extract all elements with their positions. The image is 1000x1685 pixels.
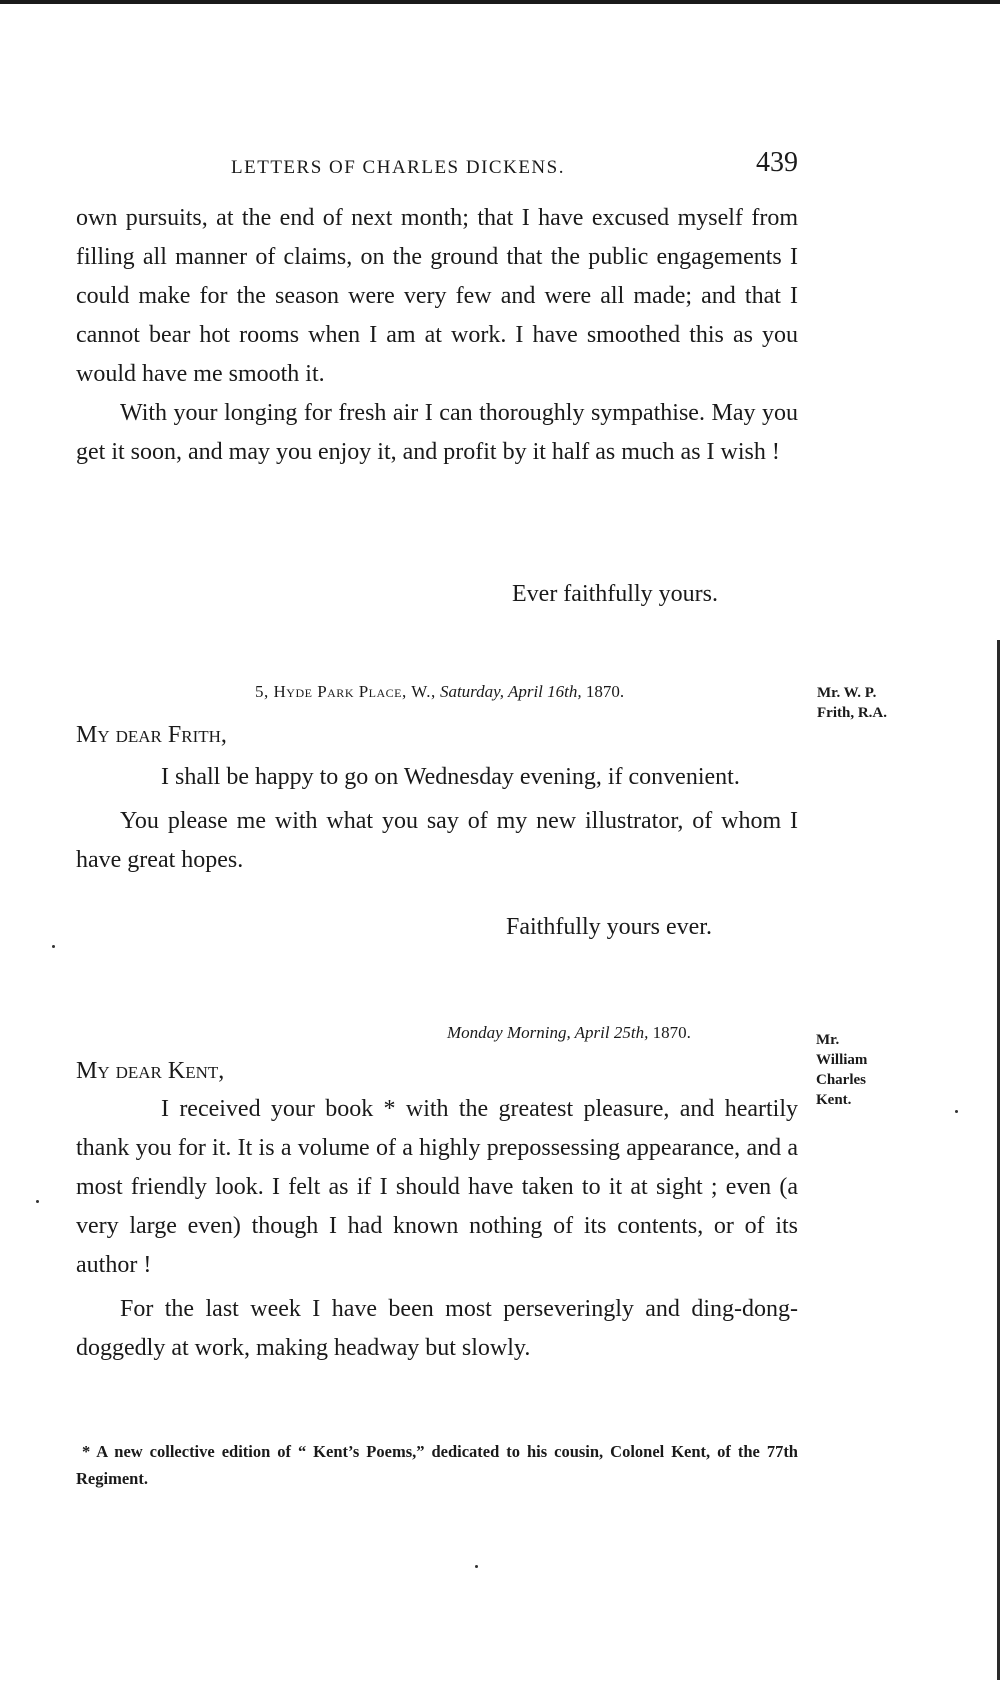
scan-speck <box>475 1565 478 1568</box>
footnote: * A new collective edition of “ Kent’s Poems,” dedicated to his cousin, Colonel Kent, of the 77th Regiment. <box>76 1442 798 1488</box>
kent-dateline <box>447 1023 691 1043</box>
frith-note-line-1: Mr. W. P. <box>817 685 877 701</box>
scan-speck <box>36 1200 39 1203</box>
kent-recipient-note <box>816 1030 867 1110</box>
running-head: LETTERS OF CHARLES DICKENS. <box>231 157 565 178</box>
frith-salutation: My dear Frith, <box>76 722 227 748</box>
frith-date-day: 16th, <box>547 682 582 701</box>
kent-date-year: 1870. <box>652 1023 691 1042</box>
scan-speck <box>52 945 55 948</box>
continuation-paragraph-1: own pursuits, at the end of next month; that I have excused myself from filling all manner of claims, on the ground that the public engagements I could make for the season were very few and were all made; and that I cannot bear hot rooms when I am at work. I have smoothed this as you would have me smooth it. <box>76 205 798 387</box>
kent-note-line-3: Charles <box>816 1072 866 1088</box>
frith-recipient-note <box>817 683 887 723</box>
frith-address: 5, Hyde Park Place, W., <box>255 682 436 701</box>
kent-note-line-2: William <box>816 1052 868 1068</box>
kent-note-line-1: Mr. <box>816 1032 840 1048</box>
page-number: 439 <box>756 147 798 178</box>
continuation-signoff: Ever faithfully yours. <box>512 581 718 607</box>
kent-date-day: 25th, <box>613 1023 649 1042</box>
frith-signoff: Faithfully yours ever. <box>506 914 712 940</box>
frith-date-year: 1870. <box>585 682 625 701</box>
scan-speck <box>955 1110 958 1113</box>
page-header <box>76 145 798 189</box>
frith-paragraph-2: You please me with what you say of my new illustrator, of whom I have great hopes. <box>76 808 798 873</box>
frith-body <box>76 758 798 880</box>
frith-note-line-2: Frith, R.A. <box>817 705 887 721</box>
kent-paragraph-2: For the last week I have been most perseveringly and ding-dong-doggedly at work, making headway but slowly. <box>76 1296 798 1361</box>
kent-salutation: My dear Kent, <box>76 1058 225 1084</box>
kent-date-italic: Monday Morning, April <box>447 1023 610 1042</box>
continuation-paragraph-2: With your longing for fresh air I can thoroughly sympathise. May you get it soon, and may you enjoy it, and profit by it half as much as I wish ! <box>76 400 798 465</box>
scan-edge-top <box>0 0 1000 4</box>
continuation-block <box>76 199 798 472</box>
kent-note-line-4: Kent. <box>816 1092 852 1108</box>
frith-paragraph-1: I shall be happy to go on Wednesday evening, if convenient. <box>161 764 740 790</box>
frith-date-italic: Saturday, April <box>439 682 543 701</box>
frith-dateline <box>255 682 624 702</box>
kent-body <box>76 1090 798 1368</box>
kent-paragraph-1: I received your book * with the greatest pleasure, and heartily thank you for it. It is a volume of a highly prepossessing appearance, and a most friendly look. I felt as if I should have taken to it at sight ; even (a very large even) though I had known nothing of its contents, or of its author ! <box>76 1096 798 1278</box>
